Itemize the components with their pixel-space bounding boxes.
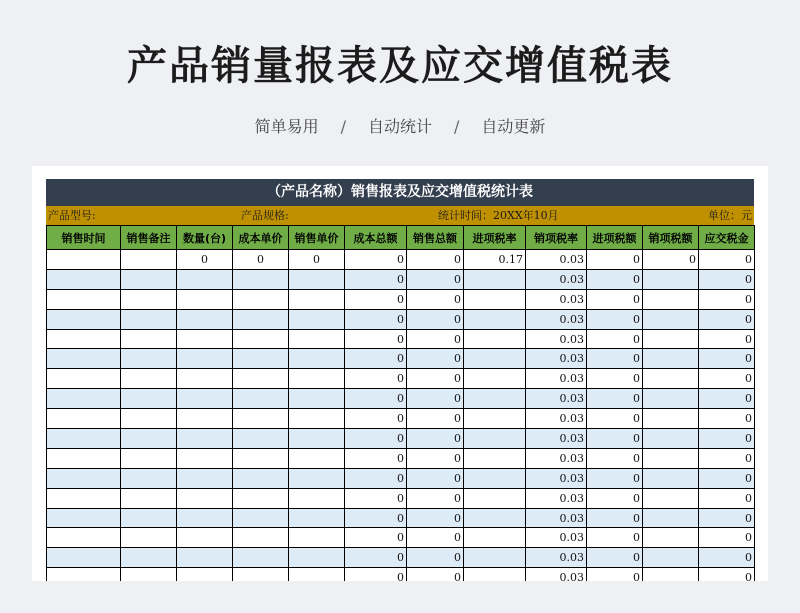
table-cell[interactable]: 0 xyxy=(699,548,755,568)
table-cell[interactable]: 0.03 xyxy=(526,548,587,568)
table-cell[interactable] xyxy=(177,329,233,349)
table-cell[interactable] xyxy=(289,548,345,568)
table-cell[interactable] xyxy=(121,369,177,389)
table-cell[interactable] xyxy=(289,508,345,528)
table-cell[interactable]: 0 xyxy=(345,269,407,289)
table-cell[interactable]: 0 xyxy=(699,309,755,329)
table-cell[interactable]: 0 xyxy=(587,528,643,548)
table-cell[interactable] xyxy=(233,528,289,548)
separator: / xyxy=(340,117,346,136)
table-row xyxy=(47,548,755,568)
table-cell[interactable] xyxy=(233,389,289,409)
table-cell[interactable] xyxy=(464,269,526,289)
table-cell[interactable] xyxy=(177,309,233,329)
table-row xyxy=(47,508,755,528)
table-cell[interactable]: 0 xyxy=(587,269,643,289)
table-cell[interactable]: 0 xyxy=(699,289,755,309)
table-cell[interactable]: 0.03 xyxy=(526,429,587,449)
table-cell[interactable] xyxy=(177,568,233,581)
table-cell[interactable] xyxy=(233,548,289,568)
table-cell[interactable] xyxy=(47,548,121,568)
table-cell[interactable] xyxy=(289,468,345,488)
table-cell[interactable] xyxy=(289,269,345,289)
table-cell[interactable] xyxy=(177,448,233,468)
table-cell[interactable] xyxy=(233,329,289,349)
table-cell[interactable]: 0 xyxy=(699,448,755,468)
table-cell[interactable]: 0.03 xyxy=(526,488,587,508)
table-cell[interactable]: 0 xyxy=(345,389,407,409)
column-header: 进项税率 xyxy=(464,226,526,250)
table-cell[interactable] xyxy=(233,289,289,309)
table-cell[interactable]: 0 xyxy=(699,349,755,369)
table-cell[interactable] xyxy=(47,429,121,449)
table-cell[interactable]: 0 xyxy=(587,329,643,349)
feature-auto-update: 自动更新 xyxy=(481,117,546,136)
table-cell[interactable]: 0 xyxy=(587,468,643,488)
column-header: 成本总额 xyxy=(345,226,407,250)
table-cell[interactable]: 0 xyxy=(699,269,755,289)
table-cell[interactable]: 0 xyxy=(699,329,755,349)
table-cell[interactable] xyxy=(47,409,121,429)
column-header: 销售时间 xyxy=(47,226,121,250)
table-cell[interactable] xyxy=(177,409,233,429)
table-cell[interactable]: 0 xyxy=(407,269,464,289)
table-cell[interactable]: 0 xyxy=(345,409,407,429)
table-cell[interactable] xyxy=(121,568,177,581)
table-cell[interactable]: 0 xyxy=(407,389,464,409)
table-cell[interactable] xyxy=(121,448,177,468)
table-cell[interactable] xyxy=(464,568,526,581)
table-cell[interactable] xyxy=(121,289,177,309)
feature-auto-stats: 自动统计 xyxy=(367,117,432,136)
table-cell[interactable]: 0 xyxy=(407,289,464,309)
table-cell[interactable] xyxy=(233,568,289,581)
table-cell[interactable] xyxy=(233,488,289,508)
table-cell[interactable]: 0 xyxy=(587,488,643,508)
table-cell[interactable] xyxy=(643,369,699,389)
table-cell[interactable]: 0 xyxy=(699,250,755,270)
table-cell[interactable]: 0.03 xyxy=(526,468,587,488)
table-cell[interactable] xyxy=(121,269,177,289)
table-cell[interactable] xyxy=(464,329,526,349)
table-cell[interactable]: 0 xyxy=(345,369,407,389)
table-cell[interactable]: 0.03 xyxy=(526,309,587,329)
table-cell[interactable]: 0.03 xyxy=(526,369,587,389)
table-cell[interactable] xyxy=(643,389,699,409)
table-cell[interactable]: 0 xyxy=(345,448,407,468)
table-cell[interactable] xyxy=(121,468,177,488)
table-cell[interactable]: 0 xyxy=(587,548,643,568)
table-cell[interactable]: 0 xyxy=(407,468,464,488)
table-cell[interactable]: 0 xyxy=(345,429,407,449)
column-header: 数量(台) xyxy=(177,226,233,250)
column-header: 进项税额 xyxy=(587,226,643,250)
table-cell[interactable] xyxy=(289,429,345,449)
table-cell[interactable]: 0 xyxy=(407,568,464,581)
spreadsheet xyxy=(46,179,754,581)
table-cell[interactable] xyxy=(177,289,233,309)
table-cell[interactable]: 0 xyxy=(587,508,643,528)
table-cell[interactable] xyxy=(643,468,699,488)
table-cell[interactable]: 0 xyxy=(407,548,464,568)
table-cell[interactable] xyxy=(464,508,526,528)
table-cell[interactable]: 0 xyxy=(407,508,464,528)
table-cell[interactable]: 0 xyxy=(587,568,643,581)
table-cell[interactable] xyxy=(643,568,699,581)
table-cell[interactable]: 0 xyxy=(587,369,643,389)
table-cell[interactable] xyxy=(643,448,699,468)
table-cell[interactable] xyxy=(121,389,177,409)
column-header: 应交税金 xyxy=(699,226,755,250)
table-cell[interactable]: 0 xyxy=(699,409,755,429)
table-cell[interactable] xyxy=(464,309,526,329)
table-cell[interactable]: 0.03 xyxy=(526,250,587,270)
table-cell[interactable]: 0 xyxy=(233,250,289,270)
table-cell[interactable] xyxy=(47,528,121,548)
table-cell[interactable] xyxy=(464,468,526,488)
table-cell[interactable]: 0 xyxy=(345,468,407,488)
table-cell[interactable] xyxy=(464,429,526,449)
unit-label: 单位：元 xyxy=(708,209,752,222)
table-cell[interactable] xyxy=(643,488,699,508)
info-bar xyxy=(46,206,754,225)
table-cell[interactable] xyxy=(121,528,177,548)
column-header: 销售总额 xyxy=(407,226,464,250)
product-model-label: 产品型号: xyxy=(48,209,96,222)
table-cell[interactable]: 0 xyxy=(289,250,345,270)
table-cell[interactable] xyxy=(233,448,289,468)
table-cell[interactable] xyxy=(464,528,526,548)
column-header: 销项税额 xyxy=(643,226,699,250)
separator: / xyxy=(454,117,460,136)
table-cell[interactable] xyxy=(289,349,345,369)
table-cell[interactable]: 0 xyxy=(699,528,755,548)
column-header: 成本单价 xyxy=(233,226,289,250)
table-cell[interactable] xyxy=(233,369,289,389)
table-cell[interactable] xyxy=(233,269,289,289)
table-cell[interactable]: 0.03 xyxy=(526,289,587,309)
table-cell[interactable] xyxy=(464,289,526,309)
table-row xyxy=(47,369,755,389)
page-title: 产品销量报表及应交增值税表 xyxy=(127,43,673,89)
column-header: 销售备注 xyxy=(121,226,177,250)
table-cell[interactable] xyxy=(47,468,121,488)
table-cell[interactable]: 0.03 xyxy=(526,269,587,289)
table-cell[interactable] xyxy=(47,488,121,508)
table-cell[interactable]: 0 xyxy=(407,528,464,548)
table-cell[interactable] xyxy=(289,369,345,389)
table-cell[interactable] xyxy=(177,548,233,568)
table-cell[interactable] xyxy=(643,548,699,568)
table-cell[interactable] xyxy=(47,508,121,528)
sheet-banner: （产品名称）销售报表及应交增值税统计表 xyxy=(46,179,754,206)
table-row xyxy=(47,309,755,329)
table-row xyxy=(47,250,755,270)
table-cell[interactable] xyxy=(643,289,699,309)
table-cell[interactable]: 0 xyxy=(345,488,407,508)
table-cell[interactable] xyxy=(643,528,699,548)
table-cell[interactable] xyxy=(121,488,177,508)
table-cell[interactable]: 0 xyxy=(587,429,643,449)
table-cell[interactable] xyxy=(289,488,345,508)
table-cell[interactable]: 0 xyxy=(699,508,755,528)
table-cell[interactable] xyxy=(643,429,699,449)
table-cell[interactable]: 0 xyxy=(345,309,407,329)
table-cell[interactable] xyxy=(121,429,177,449)
table-cell[interactable]: 0 xyxy=(587,289,643,309)
table-cell[interactable]: 0 xyxy=(587,409,643,429)
table-cell[interactable]: 0 xyxy=(587,448,643,468)
table-cell[interactable]: 0.03 xyxy=(526,448,587,468)
table-cell[interactable]: 0 xyxy=(407,448,464,468)
table-cell[interactable] xyxy=(47,389,121,409)
table-row xyxy=(47,528,755,548)
table-cell[interactable] xyxy=(47,568,121,581)
table-cell[interactable] xyxy=(177,488,233,508)
table-cell[interactable]: 0 xyxy=(407,309,464,329)
table-cell[interactable] xyxy=(47,289,121,309)
table-cell[interactable] xyxy=(289,309,345,329)
table-cell[interactable] xyxy=(233,309,289,329)
table-cell[interactable] xyxy=(121,508,177,528)
table-cell[interactable] xyxy=(464,369,526,389)
table-cell[interactable] xyxy=(289,528,345,548)
feature-tagline xyxy=(0,114,800,137)
table-cell[interactable] xyxy=(464,548,526,568)
table-cell[interactable]: 0 xyxy=(407,349,464,369)
table-cell[interactable] xyxy=(233,429,289,449)
table-cell[interactable]: 0.03 xyxy=(526,508,587,528)
table-cell[interactable] xyxy=(464,389,526,409)
table-cell[interactable] xyxy=(289,329,345,349)
table-cell[interactable]: 0 xyxy=(699,568,755,581)
table-row xyxy=(47,429,755,449)
table-cell[interactable] xyxy=(177,369,233,389)
table-cell[interactable] xyxy=(47,250,121,270)
table-cell[interactable] xyxy=(643,329,699,349)
table-cell[interactable]: 0.03 xyxy=(526,349,587,369)
table-cell[interactable]: 0 xyxy=(177,250,233,270)
table-cell[interactable] xyxy=(643,409,699,429)
table-cell[interactable] xyxy=(643,349,699,369)
table-cell[interactable]: 0.03 xyxy=(526,528,587,548)
table-cell[interactable]: 0 xyxy=(407,429,464,449)
table-cell[interactable] xyxy=(233,508,289,528)
table-cell[interactable]: 0 xyxy=(699,429,755,449)
spreadsheet-card xyxy=(32,166,768,581)
table-row xyxy=(47,409,755,429)
table-cell[interactable] xyxy=(177,468,233,488)
table-row xyxy=(47,448,755,468)
table-cell[interactable] xyxy=(233,349,289,369)
table-cell[interactable] xyxy=(47,269,121,289)
table-cell[interactable]: 0 xyxy=(643,250,699,270)
table-cell[interactable] xyxy=(47,349,121,369)
table-cell[interactable]: 0 xyxy=(345,250,407,270)
table-cell[interactable] xyxy=(121,250,177,270)
table-cell[interactable]: 0 xyxy=(587,349,643,369)
table-cell[interactable] xyxy=(47,369,121,389)
table-cell[interactable] xyxy=(121,309,177,329)
table-cell[interactable] xyxy=(643,508,699,528)
table-cell[interactable] xyxy=(289,289,345,309)
table-row xyxy=(47,329,755,349)
table-cell[interactable]: 0 xyxy=(407,329,464,349)
table-cell[interactable]: 0.03 xyxy=(526,409,587,429)
table-cell[interactable] xyxy=(464,349,526,369)
feature-easy: 简单易用 xyxy=(254,117,319,136)
table-cell[interactable] xyxy=(289,409,345,429)
sales-table xyxy=(46,225,755,581)
column-header: 销售单价 xyxy=(289,226,345,250)
table-cell[interactable] xyxy=(643,309,699,329)
product-spec-label: 产品规格: xyxy=(241,209,289,222)
table-cell[interactable]: 0 xyxy=(587,250,643,270)
table-cell[interactable] xyxy=(643,269,699,289)
table-cell[interactable]: 0.03 xyxy=(526,329,587,349)
table-cell[interactable] xyxy=(177,389,233,409)
table-cell[interactable]: 0 xyxy=(345,568,407,581)
table-cell[interactable]: 0 xyxy=(345,508,407,528)
table-cell[interactable] xyxy=(177,349,233,369)
table-cell[interactable] xyxy=(177,429,233,449)
table-cell[interactable] xyxy=(289,389,345,409)
table-cell[interactable]: 0 xyxy=(345,528,407,548)
table-cell[interactable] xyxy=(233,409,289,429)
table-cell[interactable] xyxy=(464,409,526,429)
table-cell[interactable]: 0 xyxy=(407,409,464,429)
table-row xyxy=(47,349,755,369)
table-cell[interactable]: 0.03 xyxy=(526,389,587,409)
table-cell[interactable] xyxy=(121,409,177,429)
table-row xyxy=(47,389,755,409)
table-row xyxy=(47,289,755,309)
table-cell[interactable]: 0.17 xyxy=(464,250,526,270)
table-cell[interactable] xyxy=(289,568,345,581)
table-cell[interactable]: 0 xyxy=(699,488,755,508)
table-cell[interactable]: 0 xyxy=(699,468,755,488)
table-cell[interactable] xyxy=(47,448,121,468)
table-cell[interactable]: 0 xyxy=(407,488,464,508)
table-cell[interactable]: 0 xyxy=(587,309,643,329)
table-cell[interactable]: 0 xyxy=(345,349,407,369)
column-header: 销项税率 xyxy=(526,226,587,250)
table-cell[interactable] xyxy=(177,528,233,548)
table-cell[interactable]: 0.03 xyxy=(526,568,587,581)
header-row xyxy=(47,226,755,250)
table-cell[interactable] xyxy=(464,488,526,508)
table-cell[interactable] xyxy=(121,349,177,369)
table-cell[interactable] xyxy=(121,329,177,349)
table-cell[interactable]: 0 xyxy=(407,369,464,389)
table-cell[interactable] xyxy=(121,548,177,568)
table-cell[interactable] xyxy=(177,269,233,289)
table-row xyxy=(47,568,755,581)
table-cell[interactable]: 0 xyxy=(587,389,643,409)
period-label: 统计时间：20XX年10月 xyxy=(438,209,559,222)
table-cell[interactable] xyxy=(177,508,233,528)
table-cell[interactable] xyxy=(233,468,289,488)
table-cell[interactable] xyxy=(289,448,345,468)
table-cell[interactable]: 0 xyxy=(345,289,407,309)
table-cell[interactable]: 0 xyxy=(407,250,464,270)
table-cell[interactable]: 0 xyxy=(699,369,755,389)
table-cell[interactable]: 0 xyxy=(699,389,755,409)
table-cell[interactable]: 0 xyxy=(345,548,407,568)
table-cell[interactable]: 0 xyxy=(345,329,407,349)
table-cell[interactable] xyxy=(464,448,526,468)
table-row xyxy=(47,468,755,488)
table-cell[interactable] xyxy=(47,329,121,349)
table-cell[interactable] xyxy=(47,309,121,329)
table-row xyxy=(47,488,755,508)
table-row xyxy=(47,269,755,289)
